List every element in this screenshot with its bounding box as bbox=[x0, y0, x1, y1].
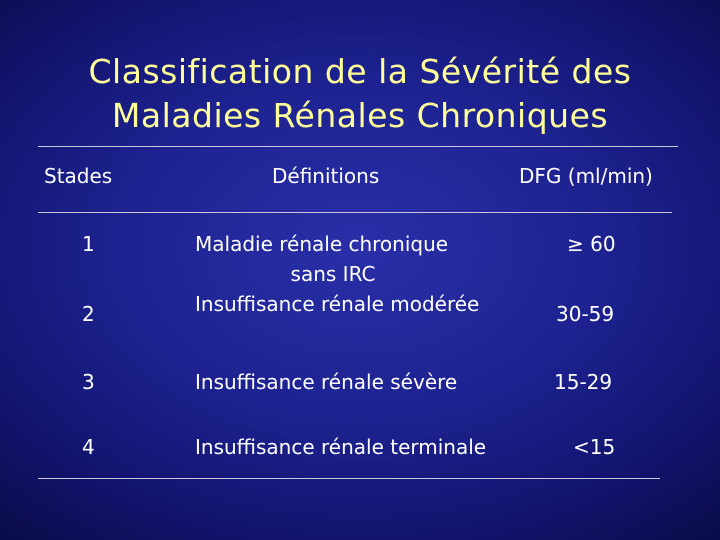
header-definitions: Définitions bbox=[272, 164, 380, 188]
table-bottom-divider bbox=[38, 478, 660, 479]
header-dfg: DFG (ml/min) bbox=[519, 164, 653, 188]
stage-1: 1 bbox=[82, 232, 95, 256]
slide-title-line-2: Maladies Rénales Chroniques bbox=[111, 96, 609, 135]
stage-3: 3 bbox=[82, 370, 95, 394]
definition-3: Insuffisance rénale sévère bbox=[195, 370, 458, 394]
header-divider bbox=[38, 212, 672, 213]
header-stades: Stades bbox=[44, 164, 113, 188]
title-divider bbox=[38, 146, 678, 147]
dfg-2: 30-59 bbox=[556, 302, 615, 326]
definition-group-1-2 bbox=[195, 229, 479, 319]
dfg-3: 15-29 bbox=[554, 370, 613, 394]
slide-title-line-1: Classification de la Sévérité des bbox=[88, 52, 632, 91]
stage-4: 4 bbox=[82, 435, 95, 459]
stage-2: 2 bbox=[82, 302, 95, 326]
definition-1-cont: sans IRC bbox=[290, 262, 376, 286]
dfg-1: ≥ 60 bbox=[567, 232, 616, 256]
definition-4: Insuffisance rénale terminale bbox=[195, 435, 487, 459]
dfg-4: <15 bbox=[573, 435, 616, 459]
definition-2: Insuffisance rénale modérée bbox=[195, 292, 480, 316]
definition-1: Maladie rénale chronique bbox=[195, 232, 449, 256]
slide-title bbox=[0, 50, 720, 138]
